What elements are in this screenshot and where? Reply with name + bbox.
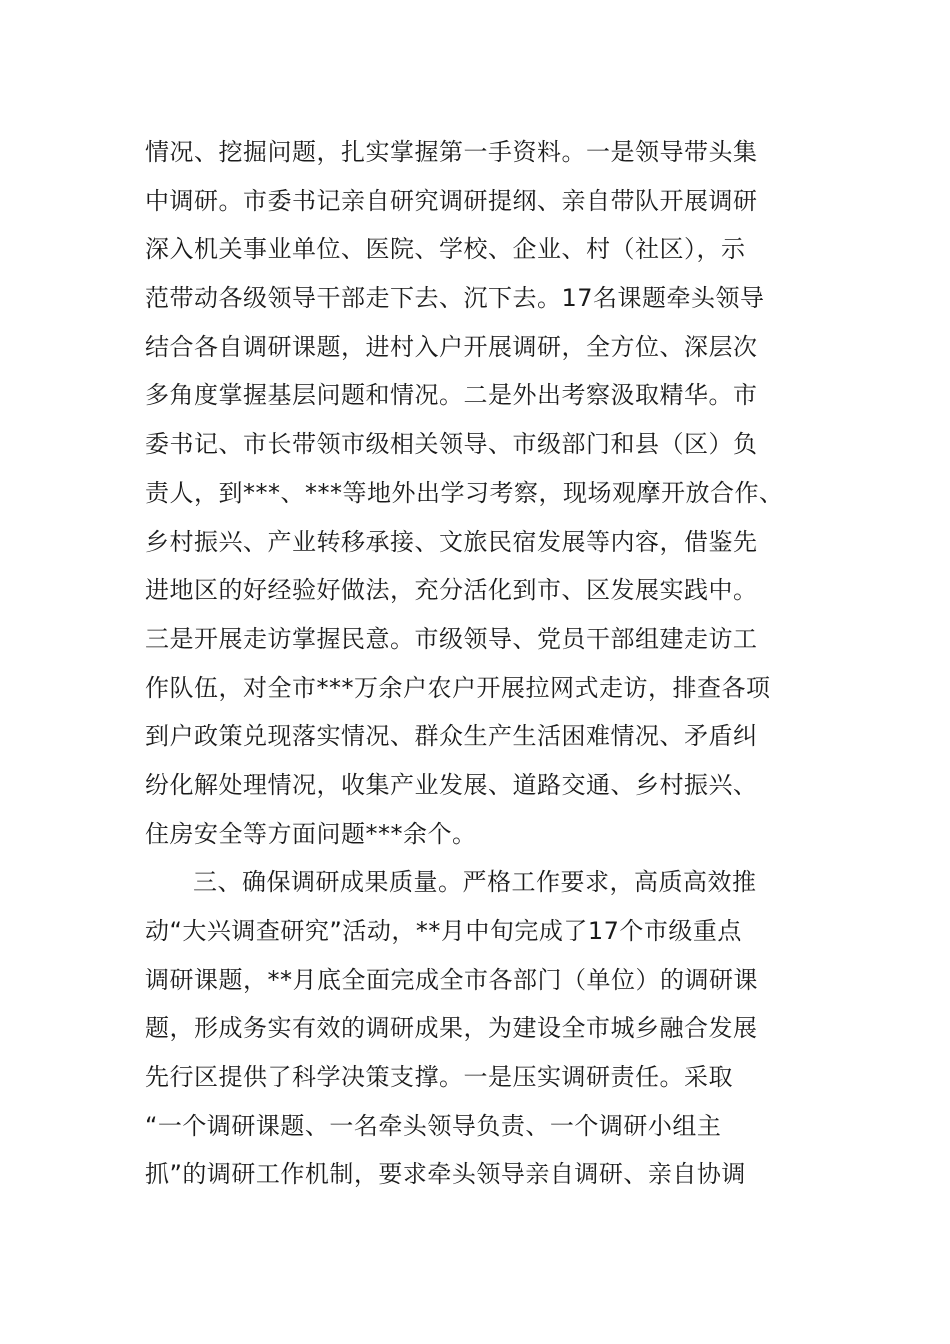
text-line: 到户政策兑现落实情况、群众生产生活困难情况、矛盾纠 <box>145 722 758 751</box>
text-line: 作队伍，对全市***万余户农户开展拉网式走访，排查各项 <box>145 673 771 702</box>
text-line: “一个调研课题、一名牵头领导负责、一个调研小组主 <box>145 1111 722 1140</box>
text-line: 范带动各级领导干部走下去、沉下去。17名课题牵头领导 <box>145 284 765 313</box>
text-line: 抓”的调研工作机制，要求牵头领导亲自调研、亲自协调 <box>145 1160 746 1189</box>
body-text <box>145 128 825 1199</box>
text-line: 题，形成务实有效的调研成果，为建设全市城乡融合发展 <box>145 1014 758 1043</box>
text-line: 住房安全等方面问题***余个。 <box>145 819 477 848</box>
text-line: 动“大兴调查研究”活动，**月中旬完成了17个市级重点 <box>145 917 742 945</box>
text-line: 情况、挖掘问题，扎实掌握第一手资料。一是领导带头集 <box>145 138 758 166</box>
text-line: 责人，到***、***等地外出学习考察，现场观摩开放合作、 <box>145 478 784 507</box>
text-line: 结合各自调研课题，进村入户开展调研，全方位、深层次 <box>145 332 758 361</box>
text-line: 中调研。市委书记亲自研究调研提纲、亲自带队开展调研 <box>145 186 758 215</box>
text-line: 委书记、市长带领市级相关领导、市级部门和县（区）负 <box>145 430 758 459</box>
section-heading-line: 三、确保调研成果质量。严格工作要求，高质高效推 <box>193 868 757 897</box>
text-line: 进地区的好经验好做法，充分活化到市、区发展实践中。 <box>145 576 758 605</box>
text-line: 乡村振兴、产业转移承接、文旅民宿发展等内容，借鉴先 <box>145 527 758 556</box>
text-line: 调研课题，**月底全面完成全市各部门（单位）的调研课 <box>145 965 758 994</box>
text-line: 先行区提供了科学决策支撑。一是压实调研责任。采取 <box>145 1063 733 1092</box>
text-line: 多角度掌握基层问题和情况。二是外出考察汲取精华。市 <box>145 381 758 410</box>
text-line: 三是开展走访掌握民意。市级领导、党员干部组建走访工 <box>145 624 758 653</box>
text-line: 纷化解处理情况，收集产业发展、道路交通、乡村振兴、 <box>145 770 758 799</box>
text-line: 深入机关事业单位、医院、学校、企业、村（社区），示 <box>145 235 746 264</box>
